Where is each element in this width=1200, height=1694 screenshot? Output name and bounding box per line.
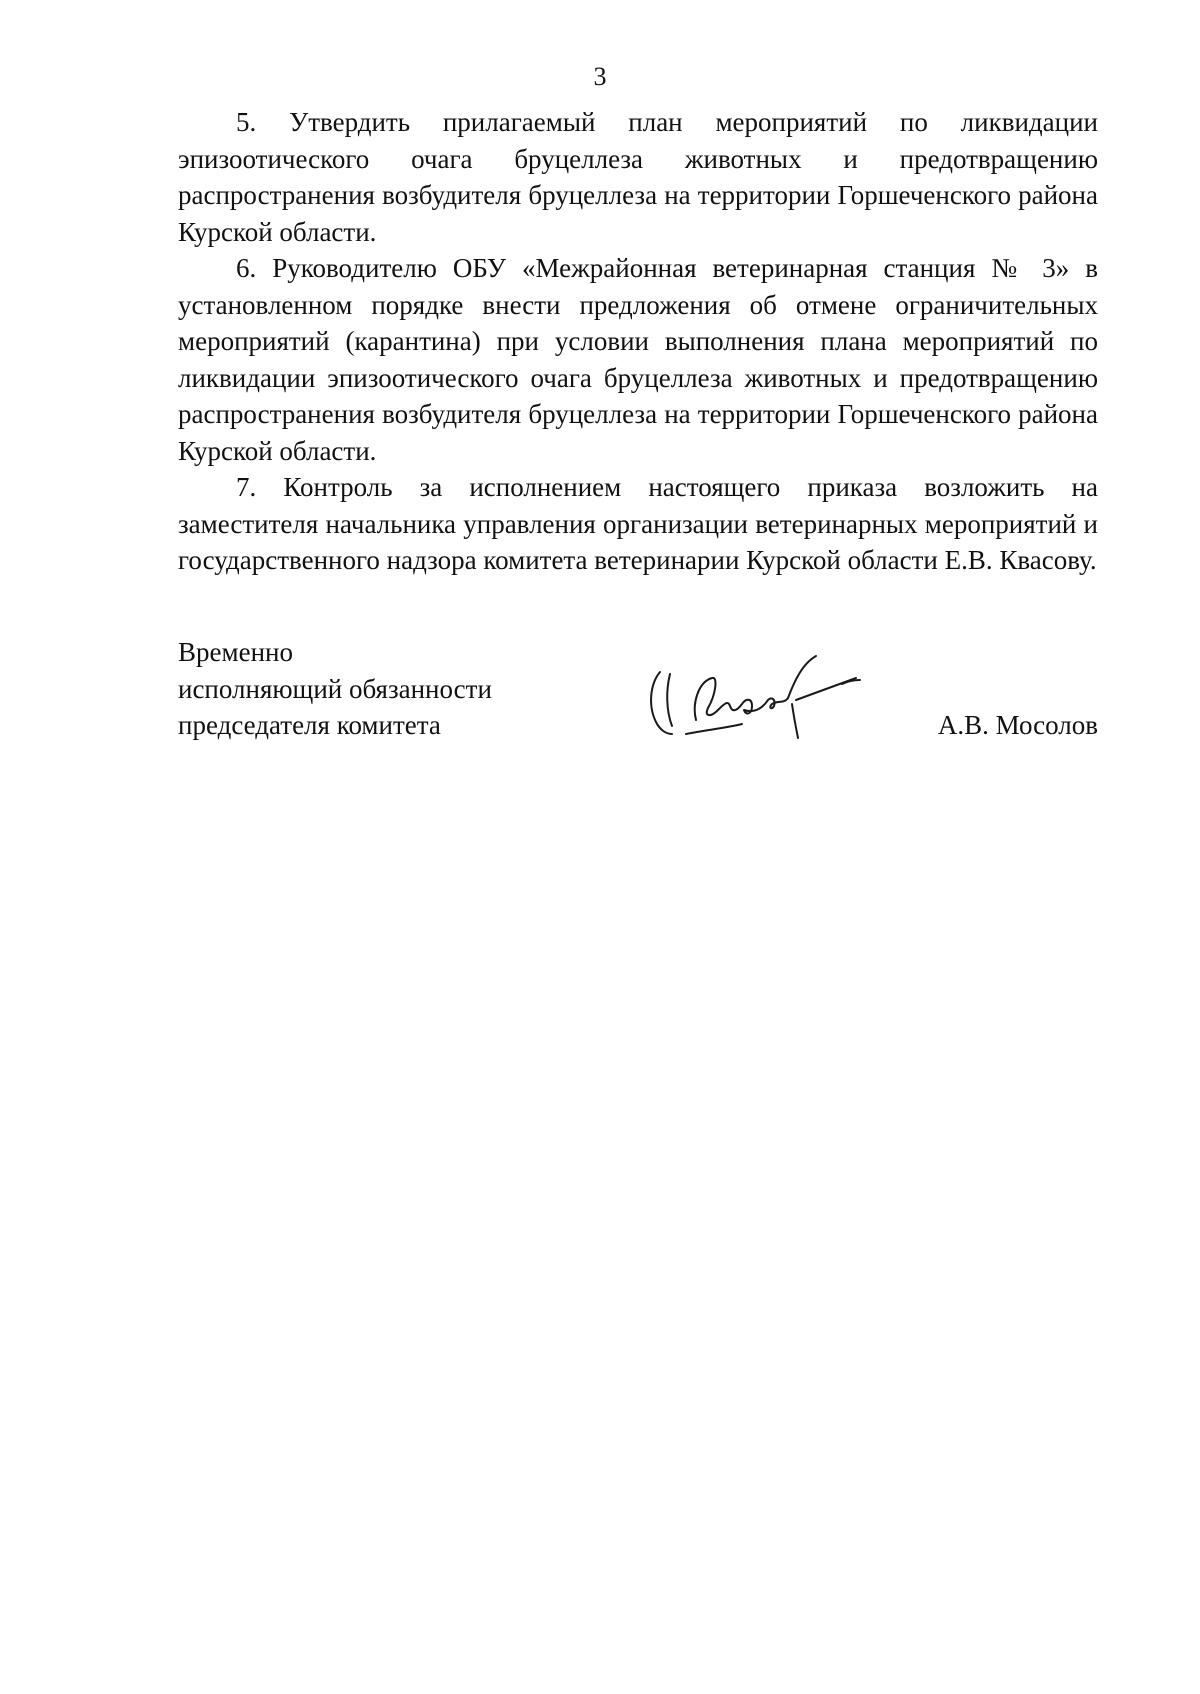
signature-block [178,634,1098,754]
signatory-position-line: председателя комитета [178,710,441,740]
paragraph-7: 7. Контроль за исполнением настоящего приказа возложить на заместителя начальника управления организации ветеринарных мероприятий и государственного надзора комитета ветеринарии Курской области Е.В. Квасову. [178,472,1098,575]
paragraph-5: 5. Утвердить прилагаемый план мероприятий по ликвидации эпизоотического очага бруцеллеза животных и предотвращению распространения возбудителя бруцеллеза на территории Горшеченского района Курской области. [178,107,1098,247]
signatory-position-line: Временно [178,637,293,667]
handwritten-signature [646,634,876,746]
document-body [178,104,1098,579]
signatory-position [178,634,492,744]
signatory-position-line: исполняющий обязанности [178,673,492,704]
page-number: 3 [593,62,607,91]
signatory-name: А.В. Мосолов [937,710,1098,740]
paragraph-6: 6. Руководителю ОБУ «Межрайонная ветеринарная станция № 3» в установленном порядке внести предложения об отмене ограничительных мероприятий (карантина) при условии выполнения плана мероприятий по ликвидации эпизоотического очага бруцеллеза животных и предотвращению распространения возбудителя бруцеллеза на территории Горшеченского района Курской области. [178,253,1098,466]
